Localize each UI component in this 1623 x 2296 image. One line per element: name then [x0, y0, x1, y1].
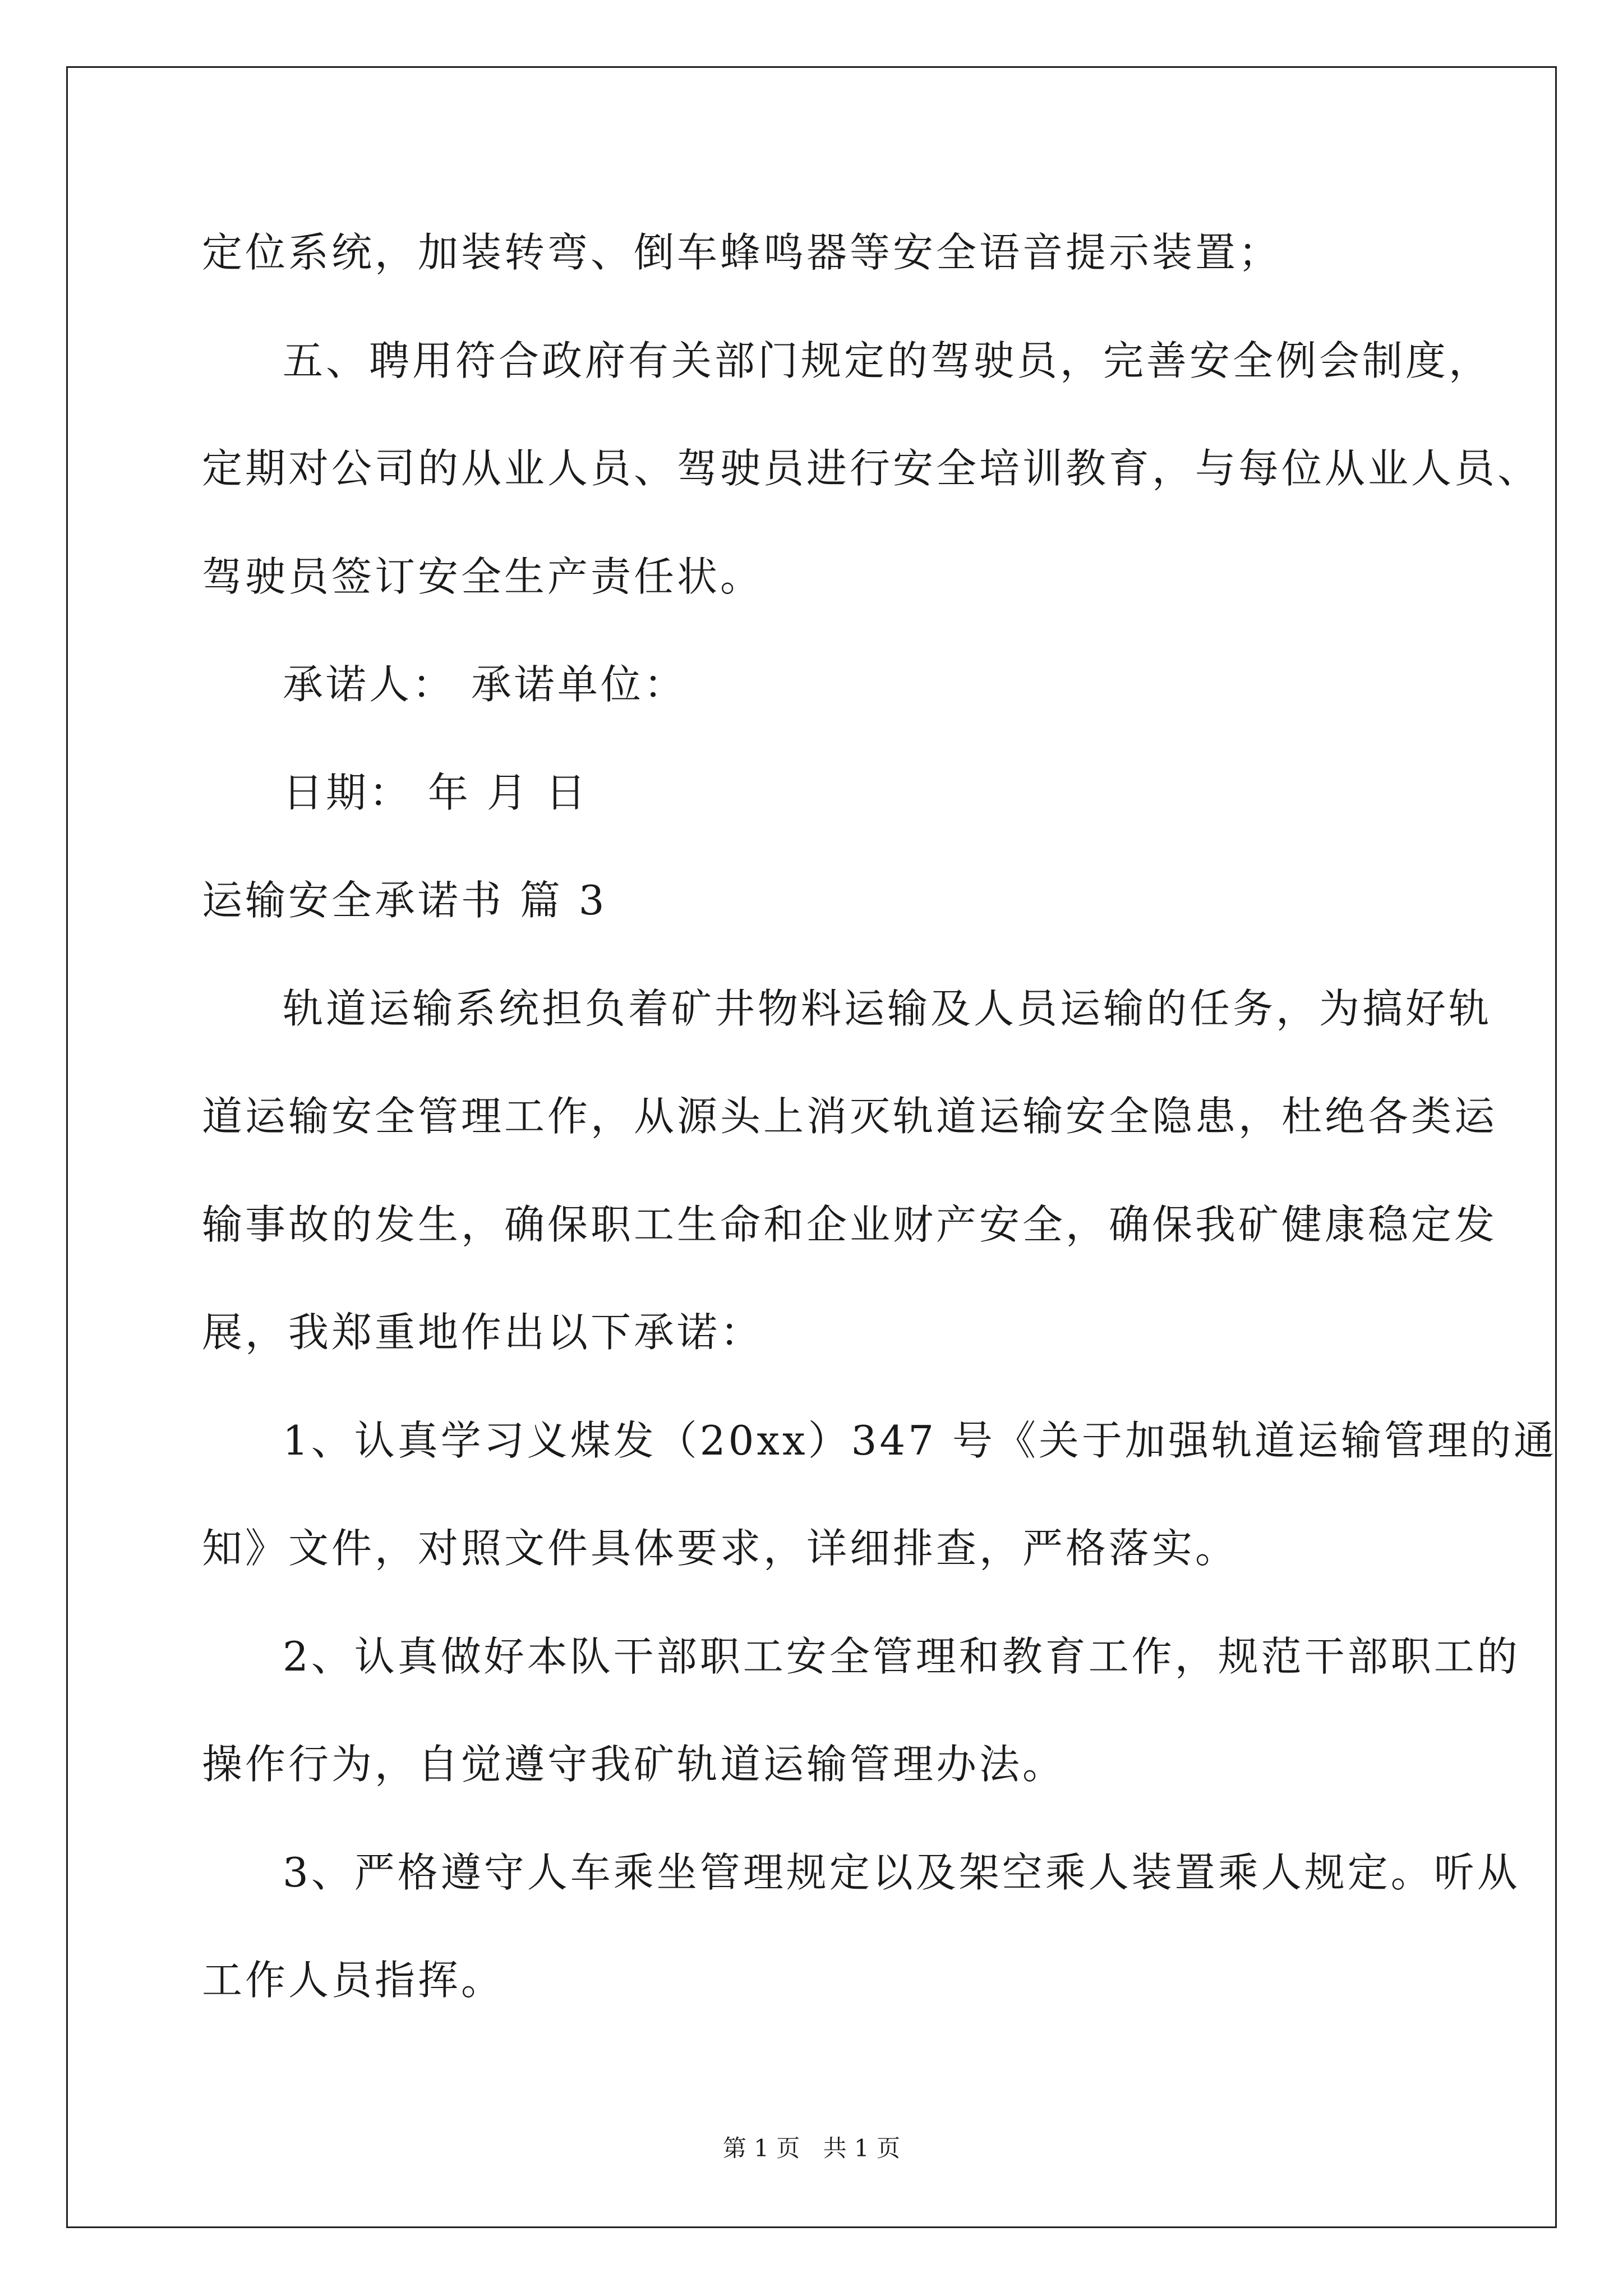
- paragraph-5-start: 五、聘用符合政府有关部门规定的驾驶员，完善安全例会制度，: [283, 337, 1492, 384]
- section-heading: 运输安全承诺书 篇 3: [202, 877, 607, 924]
- text-line: 驾驶员签订安全生产责任状。: [202, 553, 764, 600]
- text-line: 操作行为，自觉遵守我矿轨道运输管理办法。: [202, 1741, 1066, 1788]
- page-number: 第 1 页: [722, 2134, 800, 2162]
- text-line: 展，我郑重地作出以下承诺：: [202, 1309, 764, 1356]
- text-line: 输事故的发生，确保职工生命和企业财产安全，确保我矿健康稳定发: [202, 1201, 1498, 1248]
- page-footer: [0, 2132, 1623, 2165]
- text-line: 定期对公司的从业人员、驾驶员进行安全培训教育，与每位从业人员、: [202, 445, 1541, 492]
- paragraph-intro-start: 轨道运输系统担负着矿井物料运输及人员运输的任务，为搞好轨: [283, 985, 1492, 1032]
- text-line: 定位系统，加装转弯、倒车蜂鸣器等安全语音提示装置；: [202, 229, 1282, 276]
- page-total: 共 1 页: [823, 2134, 901, 2162]
- item-3-start: 3、严格遵守人车乘坐管理规定以及架空乘人装置乘人规定。听从: [283, 1849, 1520, 1896]
- date-line: 日期： 年 月 日: [283, 769, 589, 816]
- item-1-start: 1、认真学习义煤发（20xx）347 号《关于加强轨道运输管理的通: [283, 1417, 1557, 1464]
- text-line: 工作人员指挥。: [202, 1957, 505, 2004]
- signatory-line: 承诺人： 承诺单位：: [283, 661, 687, 708]
- text-line: 道运输安全管理工作，从源头上消灭轨道运输安全隐患，杜绝各类运: [202, 1093, 1498, 1140]
- text-line: 知》文件，对照文件具体要求，详细排查，严格落实。: [202, 1525, 1239, 1572]
- item-2-start: 2、认真做好本队干部职工安全管理和教育工作，规范干部职工的: [283, 1633, 1520, 1680]
- page-border: [66, 66, 1557, 2228]
